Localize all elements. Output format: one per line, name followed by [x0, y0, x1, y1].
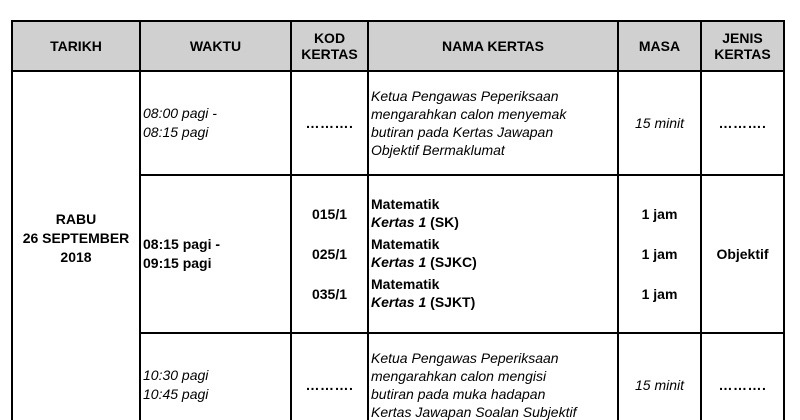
header-jenis-kertas: JENIS KERTAS: [701, 21, 784, 71]
header-masa: MASA: [618, 21, 701, 71]
duration-cell: 15 minit: [618, 71, 701, 175]
date-month: 26 SEPTEMBER: [22, 229, 130, 246]
paper-code-cell: ……….: [291, 71, 368, 175]
paper-code-cell: ……….: [291, 333, 368, 420]
paper-type-cell: ……….: [701, 71, 784, 175]
paper-duration: 1 jam: [641, 286, 678, 302]
paper-name-cell: Ketua Pengawas Peperiksaan mengarahkan calon menyemak butiran pada Kertas Jawapan Objektif Bermaklumat: [368, 71, 618, 175]
paper-name: Matematik Kertas 1 (SJKT): [371, 276, 476, 310]
header-row: [12, 21, 784, 71]
duration-cell: [618, 175, 701, 333]
paper-name: Matematik Kertas 1 (SJKC): [371, 236, 477, 270]
exam-schedule-table: [11, 20, 785, 420]
time-cell: 10:30 pagi 10:45 pagi: [140, 333, 291, 420]
date-cell: [12, 71, 140, 420]
paper-code: 025/1: [311, 246, 348, 262]
paper-duration: 1 jam: [641, 246, 678, 262]
date-day: RABU: [55, 210, 97, 227]
paper-type-cell: ……….: [701, 333, 784, 420]
time-cell: 08:15 pagi - 09:15 pagi: [140, 175, 291, 333]
paper-type-cell: Objektif: [701, 175, 784, 333]
paper-name-cell: [368, 175, 618, 333]
header-waktu: WAKTU: [140, 21, 291, 71]
duration-cell: 15 minit: [618, 333, 701, 420]
header-nama-kertas: NAMA KERTAS: [368, 21, 618, 71]
time-cell: 08:00 pagi - 08:15 pagi: [140, 71, 291, 175]
paper-code: 015/1: [311, 206, 348, 222]
table-row: [12, 71, 784, 175]
paper-name: Matematik Kertas 1 (SK): [371, 196, 459, 230]
paper-code: 035/1: [311, 286, 348, 302]
header-kod-kertas: KOD KERTAS: [291, 21, 368, 71]
paper-duration: 1 jam: [641, 206, 678, 222]
paper-name-cell: Ketua Pengawas Peperiksaan mengarahkan calon mengisi butiran pada muka hadapan Kertas Jawapan Soalan Subjektif: [368, 333, 618, 420]
date-year: 2018: [60, 248, 92, 265]
header-tarikh: TARIKH: [12, 21, 140, 71]
paper-code-cell: [291, 175, 368, 333]
